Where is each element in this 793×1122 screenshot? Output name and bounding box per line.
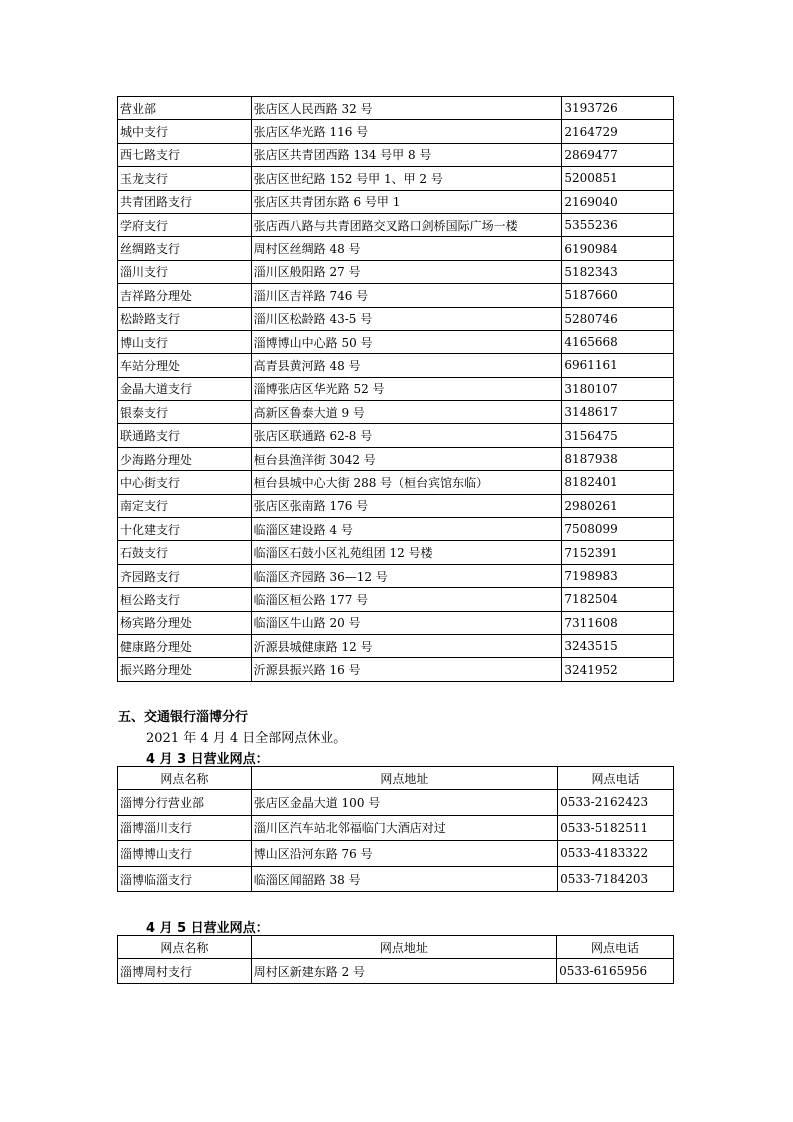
branch-name-cell: 杨宾路分理处 (118, 611, 252, 634)
table-row (118, 841, 674, 867)
branch-phone-cell: 0533-4183322 (558, 841, 674, 867)
branch-phone-cell: 3243515 (562, 634, 674, 657)
branch-name-cell: 城中支行 (118, 120, 252, 143)
branch-phone-cell: 0533-2162423 (558, 790, 674, 816)
branch-table-apr-5 (117, 935, 674, 984)
branch-name-cell: 齐园路支行 (118, 564, 252, 587)
table-row (118, 541, 674, 564)
branch-address-cell: 沂源县振兴路 16 号 (251, 658, 562, 681)
branch-name-cell: 桓公路支行 (118, 588, 252, 611)
subheading-apr-3: 4 月 3 日营业网点： (146, 752, 269, 767)
branch-name-cell: 振兴路分理处 (118, 658, 252, 681)
table-row (118, 447, 674, 470)
table-row (118, 190, 674, 213)
branch-phone-cell: 3241952 (562, 658, 674, 681)
branch-name-cell: 博山支行 (118, 330, 252, 353)
branch-phone-cell: 3193726 (562, 97, 674, 120)
branch-address-cell: 淄川区汽车站北邻福临门大酒店对过 (251, 815, 557, 841)
branch-name-cell: 吉祥路分理处 (118, 284, 252, 307)
branch-address-cell: 淄川区般阳路 27 号 (251, 260, 562, 283)
branch-address-cell: 淄川区吉祥路 746 号 (251, 284, 562, 307)
table-row (118, 354, 674, 377)
branch-name-cell: 丝绸路支行 (118, 237, 252, 260)
branch-name-cell: 淄博周村支行 (118, 959, 252, 984)
branch-phone-cell: 5187660 (562, 284, 674, 307)
branch-phone-cell: 5280746 (562, 307, 674, 330)
table-row (118, 237, 674, 260)
branch-address-cell: 周村区丝绸路 48 号 (251, 237, 562, 260)
branch-address-cell: 桓台县渔洋街 3042 号 (251, 447, 562, 470)
branch-phone-cell: 0533-5182511 (558, 815, 674, 841)
branch-phone-cell: 7198983 (562, 564, 674, 587)
branch-name-cell: 淄博分行营业部 (118, 790, 252, 816)
branch-address-cell: 高青县黄河路 48 号 (251, 354, 562, 377)
branch-address-cell: 临淄区闻韶路 38 号 (251, 866, 557, 892)
branch-address-cell: 张店区世纪路 152 号甲 1、甲 2 号 (251, 167, 562, 190)
subheading-apr-5: 4 月 5 日营业网点： (146, 921, 269, 936)
branch-address-cell: 临淄区牛山路 20 号 (251, 611, 562, 634)
header-phone: 网点电话 (557, 936, 674, 959)
branch-phone-cell: 3180107 (562, 377, 674, 400)
branch-phone-cell: 3156475 (562, 424, 674, 447)
branch-name-cell: 车站分理处 (118, 354, 252, 377)
table-row (118, 143, 674, 166)
branch-name-cell: 淄博临淄支行 (118, 866, 252, 892)
branch-address-cell: 张店区华光路 116 号 (251, 120, 562, 143)
table-row (118, 97, 674, 120)
table-row (118, 167, 674, 190)
branch-name-cell: 银泰支行 (118, 401, 252, 424)
branch-name-cell: 淄川支行 (118, 260, 252, 283)
branch-name-cell: 玉龙支行 (118, 167, 252, 190)
branch-name-cell: 淄博淄川支行 (118, 815, 252, 841)
branch-name-cell: 淄博博山支行 (118, 841, 252, 867)
branch-phone-cell: 6190984 (562, 237, 674, 260)
branch-address-cell: 淄川区松龄路 43-5 号 (251, 307, 562, 330)
branch-name-cell: 中心街支行 (118, 471, 252, 494)
header-name: 网点名称 (118, 936, 252, 959)
branch-address-cell: 博山区沿河东路 76 号 (251, 841, 557, 867)
branch-address-cell: 桓台县城中心大街 288 号（桓台宾馆东临） (251, 471, 562, 494)
table-row (118, 815, 674, 841)
table-row (118, 564, 674, 587)
branch-address-cell: 张店区人民西路 32 号 (251, 97, 562, 120)
branch-address-cell: 张店区联通路 62-8 号 (251, 424, 562, 447)
branch-address-cell: 周村区新建东路 2 号 (251, 959, 556, 984)
section-heading: 五、交通银行淄博分行 (118, 710, 249, 725)
table-row (118, 401, 674, 424)
table-row (118, 518, 674, 541)
table-row (118, 424, 674, 447)
branch-name-cell: 营业部 (118, 97, 252, 120)
table-row (118, 494, 674, 517)
branch-name-cell: 共青团路支行 (118, 190, 252, 213)
branch-phone-cell: 3148617 (562, 401, 674, 424)
branch-phone-cell: 2164729 (562, 120, 674, 143)
branch-address-cell: 高新区鲁泰大道 9 号 (251, 401, 562, 424)
branch-phone-cell: 5355236 (562, 213, 674, 236)
header-name: 网点名称 (118, 767, 252, 790)
table-row (118, 260, 674, 283)
branch-name-cell: 联通路支行 (118, 424, 252, 447)
table-row (118, 790, 674, 816)
branch-phone-cell: 7311608 (562, 611, 674, 634)
branch-phone-cell: 8182401 (562, 471, 674, 494)
table-row (118, 330, 674, 353)
branch-name-cell: 十化建支行 (118, 518, 252, 541)
branch-name-cell: 松龄路支行 (118, 307, 252, 330)
branch-phone-cell: 7182504 (562, 588, 674, 611)
branch-phone-cell: 5200851 (562, 167, 674, 190)
table-row (118, 658, 674, 681)
branch-address-cell: 淄博博山中心路 50 号 (251, 330, 562, 353)
branch-name-cell: 学府支行 (118, 213, 252, 236)
branch-table-apr-3 (117, 766, 674, 892)
branch-address-cell: 沂源县城健康路 12 号 (251, 634, 562, 657)
branch-address-cell: 张店西八路与共青团路交叉路口剑桥国际广场一楼 (251, 213, 562, 236)
table-row (118, 377, 674, 400)
table-row (118, 284, 674, 307)
branch-address-cell: 张店区共青团东路 6 号甲 1 (251, 190, 562, 213)
branch-phone-cell: 7508099 (562, 518, 674, 541)
header-address: 网点地址 (251, 936, 556, 959)
table-row (118, 471, 674, 494)
branch-phone-cell: 2169040 (562, 190, 674, 213)
table-row (118, 959, 674, 984)
branch-name-cell: 健康路分理处 (118, 634, 252, 657)
table-row (118, 307, 674, 330)
branch-phone-cell: 0533-6165956 (557, 959, 674, 984)
branch-name-cell: 少海路分理处 (118, 447, 252, 470)
branch-address-cell: 临淄区齐园路 36—12 号 (251, 564, 562, 587)
branch-address-cell: 临淄区石鼓小区礼苑组团 12 号楼 (251, 541, 562, 564)
header-address: 网点地址 (251, 767, 557, 790)
branch-phone-cell: 2869477 (562, 143, 674, 166)
branch-phone-cell: 0533-7184203 (558, 866, 674, 892)
branch-table-1 (117, 96, 674, 682)
closure-notice: 2021 年 4 月 4 日全部网点休业。 (146, 731, 347, 746)
table-row (118, 866, 674, 892)
table-row (118, 634, 674, 657)
table-header-row (118, 767, 674, 790)
table-row (118, 120, 674, 143)
branch-name-cell: 金晶大道支行 (118, 377, 252, 400)
branch-address-cell: 淄博张店区华光路 52 号 (251, 377, 562, 400)
table-row (118, 611, 674, 634)
branch-name-cell: 石鼓支行 (118, 541, 252, 564)
branch-address-cell: 张店区张南路 176 号 (251, 494, 562, 517)
branch-name-cell: 西七路支行 (118, 143, 252, 166)
branch-phone-cell: 8187938 (562, 447, 674, 470)
branch-address-cell: 临淄区建设路 4 号 (251, 518, 562, 541)
branch-phone-cell: 5182343 (562, 260, 674, 283)
branch-address-cell: 张店区金晶大道 100 号 (251, 790, 557, 816)
branch-phone-cell: 2980261 (562, 494, 674, 517)
table-row (118, 213, 674, 236)
table-row (118, 588, 674, 611)
table-header-row (118, 936, 674, 959)
branch-name-cell: 南定支行 (118, 494, 252, 517)
branch-phone-cell: 7152391 (562, 541, 674, 564)
branch-address-cell: 临淄区桓公路 177 号 (251, 588, 562, 611)
branch-phone-cell: 4165668 (562, 330, 674, 353)
header-phone: 网点电话 (558, 767, 674, 790)
branch-address-cell: 张店区共青团西路 134 号甲 8 号 (251, 143, 562, 166)
branch-phone-cell: 6961161 (562, 354, 674, 377)
